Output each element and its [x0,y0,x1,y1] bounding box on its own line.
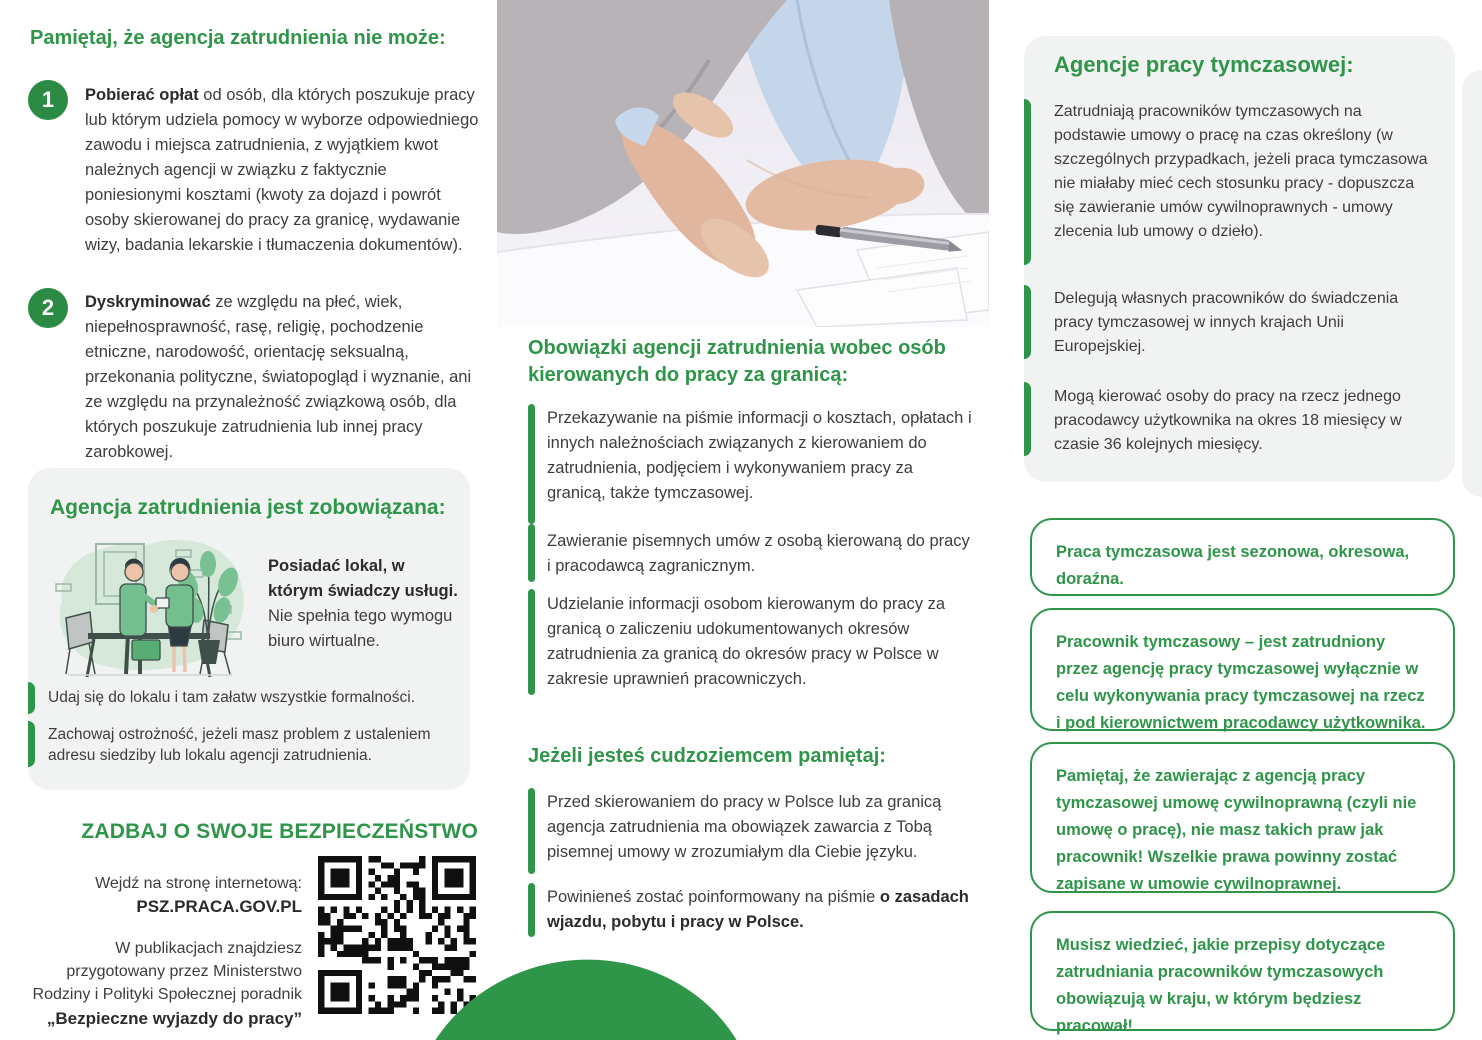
duty-bar [528,524,535,582]
obligation-bullet-2: Zachowaj ostrożność, jeżeli masz problem z ustaleniem adresu siedziby lub lokalu agencji zatrudnienia. [48,726,431,764]
agency-item-1: Zatrudniają pracowników tymczasowych na podstawie umowy o pracę na czas określony (w szczególnych przypadkach, jeżeli praca tymczasowa nie miałaby mieć cech stosunku pracy - dopuszcza się zawieranie umów cywilnoprawnych - umowy zlecenia lub umowy o dzieło). [1054,103,1428,240]
bullet-bar [28,721,35,767]
foreigner-item-1: Przed skierowaniem do pracy w Polsce lub za granicą agencja zatrudnienia ma obowiązek zawarcia z Tobą pisemnej umowy w zrozumiałym dla Ciebie języku. [547,793,942,861]
agency-item-3: Mogą kierować osoby do pracy na rzecz jednego pracodawcy użytkownika na okres 18 miesięcy w czasie 36 kolejnych miesięcy. [1054,388,1402,453]
prohibition-item-2-text: ze względu na płeć, wiek, niepełnosprawność, rasę, religię, pochodzenie etniczne, narodowość, orientację seksualną, przekonania polityczne, światopogląd i wyznanie, ani ze względu na przynależność związkową osób, dla których poszukuje zatrudnienia lub innej pracy zarobkowej. [85,293,472,461]
next-panel-edge [1462,70,1482,497]
safety-paragraph: W publikacjach znajdziesz przygotowany przez Ministerstwo Rodziny i Polityki Społecznej poradnik [32,940,302,1003]
temp-agency-title: Agencje pracy tymczasowej: [1054,52,1354,77]
obligation-rest: Nie spełnia tego wymogu biuro wirtualne. [268,607,453,650]
duties-title: Obowiązki agencji zatrudnienia wobec osób kierowanych do pracy za granicą: [528,337,946,386]
agency-item-2: Delegują własnych pracowników do świadczenia pracy tymczasowej w innych krajach Unii Europejskiej. [1054,290,1399,355]
foreigner-item-2-bold: o zasadach wjazdu, pobytu i pracy w Polsce. [547,888,969,931]
duty-bar [528,589,535,695]
number-badge-2: 2 [28,288,68,328]
obligation-bullet-1: Udaj się do lokalu i tam załatw wszystkie formalności. [48,689,415,706]
safety-text-block [18,872,302,1030]
obligation-lead: Posiadać lokal, w którym świadczy usługi. [268,557,458,600]
agency-bar [1024,285,1031,359]
number-badge-1: 1 [28,80,68,120]
obligation-text [268,554,464,654]
safety-title: ZADBAJ O SWOJE BEZPIECZEŃSTWO [81,820,478,843]
temp-work-note-2: Pracownik tymczasowy – jest zatrudniony przez agencję pracy tymczasowej wyłącznie w celu wykonywania pracy tymczasowej na rzecz i pod kierownictwem pracodawcy użytkownika. [1030,608,1455,731]
duty-item-2: Zawieranie pisemnych umów z osobą kierowaną do pracy i pracodawcą zagranicznym. [547,532,970,575]
duty-bar [528,404,535,524]
left-column-title: Pamiętaj, że agencja zatrudnienia nie może: [30,27,446,49]
foreigner-item-2-text: Powinieneś zostać poinformowany na piśmie [547,888,880,906]
foreigner-item-2 [547,885,979,935]
office-handshake-illustration [40,522,255,682]
obligation-title: Agencja zatrudnienia jest zobowiązana: [50,496,446,519]
prohibition-item-1 [85,83,483,258]
foreigner-title: Jeżeli jesteś cudzoziemcem pamiętaj: [528,745,886,767]
psz-url[interactable]: PSZ.PRACA.GOV.PL [136,897,302,916]
temp-work-note-1: Praca tymczasowa jest sezonowa, okresowa, doraźna. [1030,518,1455,596]
handshake-photo [497,0,989,327]
bullet-bar [28,682,35,714]
safety-intro: Wejdź na stronę internetową: [95,875,302,892]
prohibition-item-2-lead: Dyskryminować [85,293,211,311]
temp-work-note-3: Pamiętaj, że zawierając z agencją pracy tymczasowej umowę cywilnoprawną (czyli nie umowę o pracę), nie masz takich praw jak pracownik! Wszelkie prawa powinny zostać zapisane w umowie cywilnoprawnej. [1030,742,1455,893]
prohibition-item-1-text: od osób, dla których poszukuje pracy lub którym udziela pomocy w wyborze odpowiedniego zawodu i miejsca zatrudnienia, z wyjątkiem kwot należnych agencji w związku z faktycznie poniesionymi kosztami (kwoty za dojazd i powrót osoby skierowanej do pracy za granicę, wydawanie wizy, badania lekarskie i tłumaczenia dokumentów). [85,86,479,254]
duty-item-1: Przekazywanie na piśmie informacji o kosztach, opłatach i innych należnościach związanych z kierowaniem do zatrudnienia, podjęciem i wykonywaniem pracy za granicą, także tymczasowej. [547,409,972,502]
guide-title: „Bezpieczne wyjazdy do pracy” [46,1009,302,1028]
prohibition-item-2 [85,290,485,465]
foreigner-bar [528,788,535,874]
foreigner-bar [528,883,535,937]
agency-bar [1024,382,1031,456]
qr-code [318,856,476,1014]
temp-work-note-4: Musisz wiedzieć, jakie przepisy dotyczące zatrudniania pracowników tymczasowych obowiązują w kraju, w którym będziesz pracował! [1030,911,1455,1031]
prohibition-item-1-lead: Pobierać opłat [85,86,199,104]
duty-item-3: Udzielanie informacji osobom kierowanym do pracy za granicą o zaliczeniu udokumentowanych okresów zatrudnienia za granicą do okresów pracy w Polsce w zakresie uprawnień pracowniczych. [547,595,946,688]
agency-bar [1024,99,1031,265]
